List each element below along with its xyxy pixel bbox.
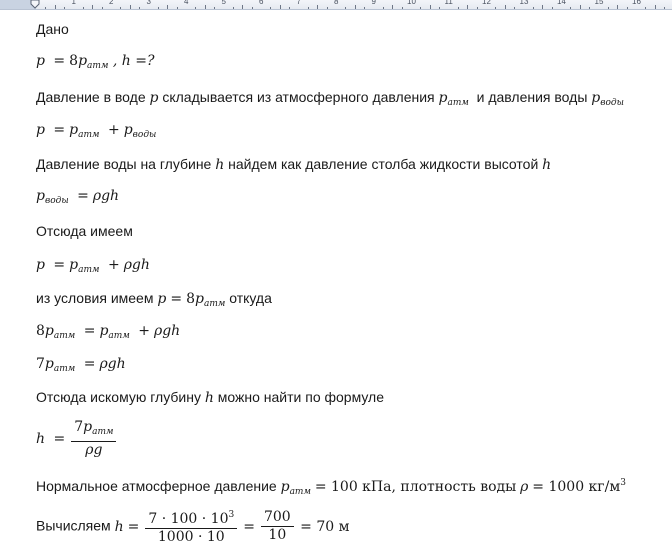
rho-g-h: ρgh (99, 356, 126, 372)
ruler-number: 15 (594, 0, 604, 6)
cube-superscript: 3 (620, 478, 626, 488)
rho-symbol-inline: ρ (520, 479, 529, 495)
ruler-tick (608, 7, 609, 9)
water-density-value: = 1000 кг/м (532, 479, 621, 495)
ruler-tick (552, 7, 553, 9)
ruler-tick (233, 7, 234, 9)
plus-sign: + (107, 257, 120, 273)
ruler-tick (627, 7, 628, 9)
ruler-tick (664, 7, 665, 9)
ruler-tick (580, 5, 581, 9)
calc-numerator (145, 507, 237, 529)
ruler-number: 12 (482, 0, 491, 6)
p-atm-inline: p (194, 291, 204, 307)
equals-sign: = (77, 188, 89, 204)
calc-denominator-2: 10 (268, 527, 287, 543)
given-values-text (36, 474, 626, 501)
pressure-composition-text (36, 88, 624, 112)
total-pressure-equation (36, 256, 150, 279)
line9-text-pre: из условия имеем (36, 290, 154, 306)
atm-subscript-rhs: атм (108, 331, 130, 341)
ruler-number: 11 (444, 0, 453, 6)
h-symbol-inline: h (204, 390, 214, 406)
line5-text-pre: Давление воды на глубине (36, 156, 212, 172)
ruler-tick (467, 5, 468, 9)
p-symbol: p (36, 122, 45, 138)
p-symbol-inline: p (149, 90, 159, 106)
plus-sign: + (107, 122, 120, 138)
ruler-tick (64, 7, 65, 9)
ruler-tick (139, 7, 140, 9)
p-atm-symbol-rhs: p (99, 323, 109, 339)
ruler-number: 14 (557, 0, 566, 6)
equals-sign: = (127, 518, 140, 535)
p-symbol-inline: p (157, 291, 167, 307)
ruler-tick (327, 7, 328, 9)
atm-subscript: атм (53, 331, 76, 341)
ruler-number: 1 (71, 0, 76, 6)
ruler-number: 9 (371, 0, 376, 6)
coef-eight: 8 (36, 323, 45, 339)
ruler-tick (177, 7, 178, 9)
ruler-tick (270, 7, 271, 9)
calc-numerator-2: 700 (261, 509, 294, 527)
simplified-equation (36, 355, 126, 378)
p-water-symbol: p (123, 122, 133, 138)
hence-text (36, 222, 133, 240)
equals-sign: = (53, 122, 66, 138)
atm-subscript: атм (78, 130, 100, 140)
ruler-number: 7 (296, 0, 301, 6)
ruler-tick (83, 7, 84, 9)
ruler-tick (55, 5, 56, 9)
h-symbol: h (114, 518, 124, 535)
h-unknown: , h =? (112, 53, 155, 69)
p-symbol: p (36, 257, 45, 273)
ruler-tick (102, 7, 103, 9)
ruler-tick (289, 7, 290, 9)
h-symbol: h (36, 431, 46, 447)
ruler-tick (355, 5, 356, 9)
p-atm-symbol: p (44, 323, 54, 339)
calculation-line (36, 507, 350, 546)
line3-text-mid: складывается из атмосферного давления (162, 89, 435, 105)
ruler-tick (383, 7, 384, 9)
result-value: = 70 м (300, 518, 350, 535)
equals-sign-2: = (243, 518, 255, 535)
pressure-sum-equation (36, 121, 156, 144)
ruler-tick (392, 5, 393, 9)
ruler-tick (205, 5, 206, 9)
p-atm-symbol: p (44, 356, 54, 372)
ruler-tick (364, 7, 365, 9)
equals-sign: = (53, 53, 66, 69)
ruler-tick (477, 7, 478, 9)
plus-sign: + (138, 323, 150, 339)
simplified-fraction (261, 509, 294, 544)
ruler-tick (214, 7, 215, 9)
ruler-tick (252, 7, 253, 9)
line12-text-post: можно найти по формуле (217, 389, 385, 405)
condition-text (36, 289, 272, 313)
substitution-equation (36, 322, 180, 345)
p-atm-symbol: p (69, 257, 79, 273)
calc-numerator-text: 7 · 100 · 10 (148, 511, 229, 527)
given-label: Дано (36, 21, 69, 37)
ruler-tick (495, 7, 496, 9)
h-symbol-inline-end: h (542, 157, 552, 173)
equals-sign: = (83, 323, 96, 339)
p-atm-symbol: p (78, 53, 88, 69)
water-pressure-equation (36, 187, 119, 210)
calculation-fraction (145, 507, 237, 546)
horizontal-ruler[interactable] (0, 0, 672, 10)
coef-seven: 7 (74, 419, 84, 435)
ruler-tick (308, 7, 309, 9)
atm-subscript: атм (53, 364, 76, 374)
indent-marker-icon[interactable] (30, 0, 40, 9)
equals-sign: = (53, 257, 66, 273)
fraction-denominator: ρg (85, 442, 103, 458)
coef-seven: 7 (36, 356, 45, 372)
p-water-symbol: p (36, 188, 45, 204)
ruler-tick (158, 7, 159, 9)
p-symbol: p (36, 53, 45, 69)
line14-text-pre: Нормальное атмосферное давление (36, 478, 277, 494)
atm-subscript-inline: атм (203, 299, 226, 309)
given-equation (36, 52, 154, 75)
ruler-tick (402, 7, 403, 9)
ruler-number: 6 (259, 0, 264, 6)
line3-text-pre: Давление в воде (36, 89, 146, 105)
ruler-number: 3 (146, 0, 151, 6)
ruler-tick (45, 7, 46, 9)
ruler-number: 5 (221, 0, 226, 6)
atm-subscript: атм (87, 61, 109, 71)
line12-text-pre: Отсюда искомую глубину (36, 389, 201, 405)
rho-g-h: ρgh (92, 188, 120, 204)
ruler-number: 16 (632, 0, 641, 6)
ruler-number: 13 (519, 0, 529, 6)
equals-sign: = (83, 356, 96, 372)
fraction-numerator (71, 419, 116, 442)
ruler-tick (280, 5, 281, 9)
depth-fraction (71, 419, 116, 459)
compute-label: Вычисляем (36, 517, 111, 534)
coef-eight: 8 (69, 53, 79, 69)
ruler-tick (589, 7, 590, 9)
ruler-number: 2 (109, 0, 114, 6)
line5-text-mid: найдем как давление столба жидкости высотой (228, 156, 539, 172)
ruler-number: 4 (184, 0, 189, 6)
atm-subscript: атм (92, 427, 114, 437)
p-atm-symbol: p (83, 419, 93, 435)
calc-denominator: 1000 · 10 (157, 529, 225, 545)
line9-text-post: откуда (229, 290, 272, 306)
p-atm-symbol: p (69, 122, 79, 138)
ruler-tick (430, 5, 431, 9)
h-symbol-inline: h (215, 157, 225, 173)
ruler-tick (345, 7, 346, 9)
water-pressure-text (36, 155, 551, 174)
ruler-tick (533, 7, 534, 9)
ruler-number: 8 (334, 0, 339, 6)
ruler-tick (92, 5, 93, 9)
ruler-tick (542, 5, 543, 9)
depth-formula (36, 419, 118, 459)
ruler-tick (120, 7, 121, 9)
water-subscript-inline: воды (600, 98, 624, 108)
ruler-tick (242, 5, 243, 9)
ruler-tick (514, 7, 515, 9)
ruler-tick (317, 5, 318, 9)
ruler-tick (420, 7, 421, 9)
p-atm-inline: p (280, 479, 290, 495)
line3-text-and: и давления воды (476, 89, 588, 105)
p-atm-inline: p (438, 90, 448, 106)
atm-subscript-inline: атм (289, 487, 311, 497)
ruler-tick (645, 7, 646, 9)
atm-pressure-value: = 100 кПа, плотность воды (314, 479, 517, 495)
depth-formula-text (36, 388, 384, 407)
atm-subscript-inline: атм (447, 98, 469, 108)
ruler-tick (130, 5, 131, 9)
ruler-tick (195, 7, 196, 9)
ruler-tick (439, 7, 440, 9)
atm-subscript: атм (78, 265, 100, 275)
ruler-tick (570, 7, 571, 9)
p-water-inline: p (591, 90, 601, 106)
ruler-tick (505, 5, 506, 9)
equals-sign-inline: = (170, 291, 183, 307)
ruler-number: 10 (407, 0, 416, 6)
given-heading (36, 20, 69, 38)
ruler-tick (167, 5, 168, 9)
hence-label: Отсюда имеем (36, 223, 133, 239)
rho-g-h: ρgh (153, 323, 181, 339)
ruler-tick (617, 5, 618, 9)
ruler-tick (458, 7, 459, 9)
calc-exponent: 3 (228, 510, 235, 520)
equals-sign: = (53, 431, 66, 447)
coef-eight-inline: 8 (186, 291, 195, 307)
water-subscript: воды (132, 130, 157, 140)
ruler-tick (655, 5, 656, 9)
water-subscript: воды (44, 196, 69, 206)
rho-g-h: ρgh (123, 257, 150, 273)
